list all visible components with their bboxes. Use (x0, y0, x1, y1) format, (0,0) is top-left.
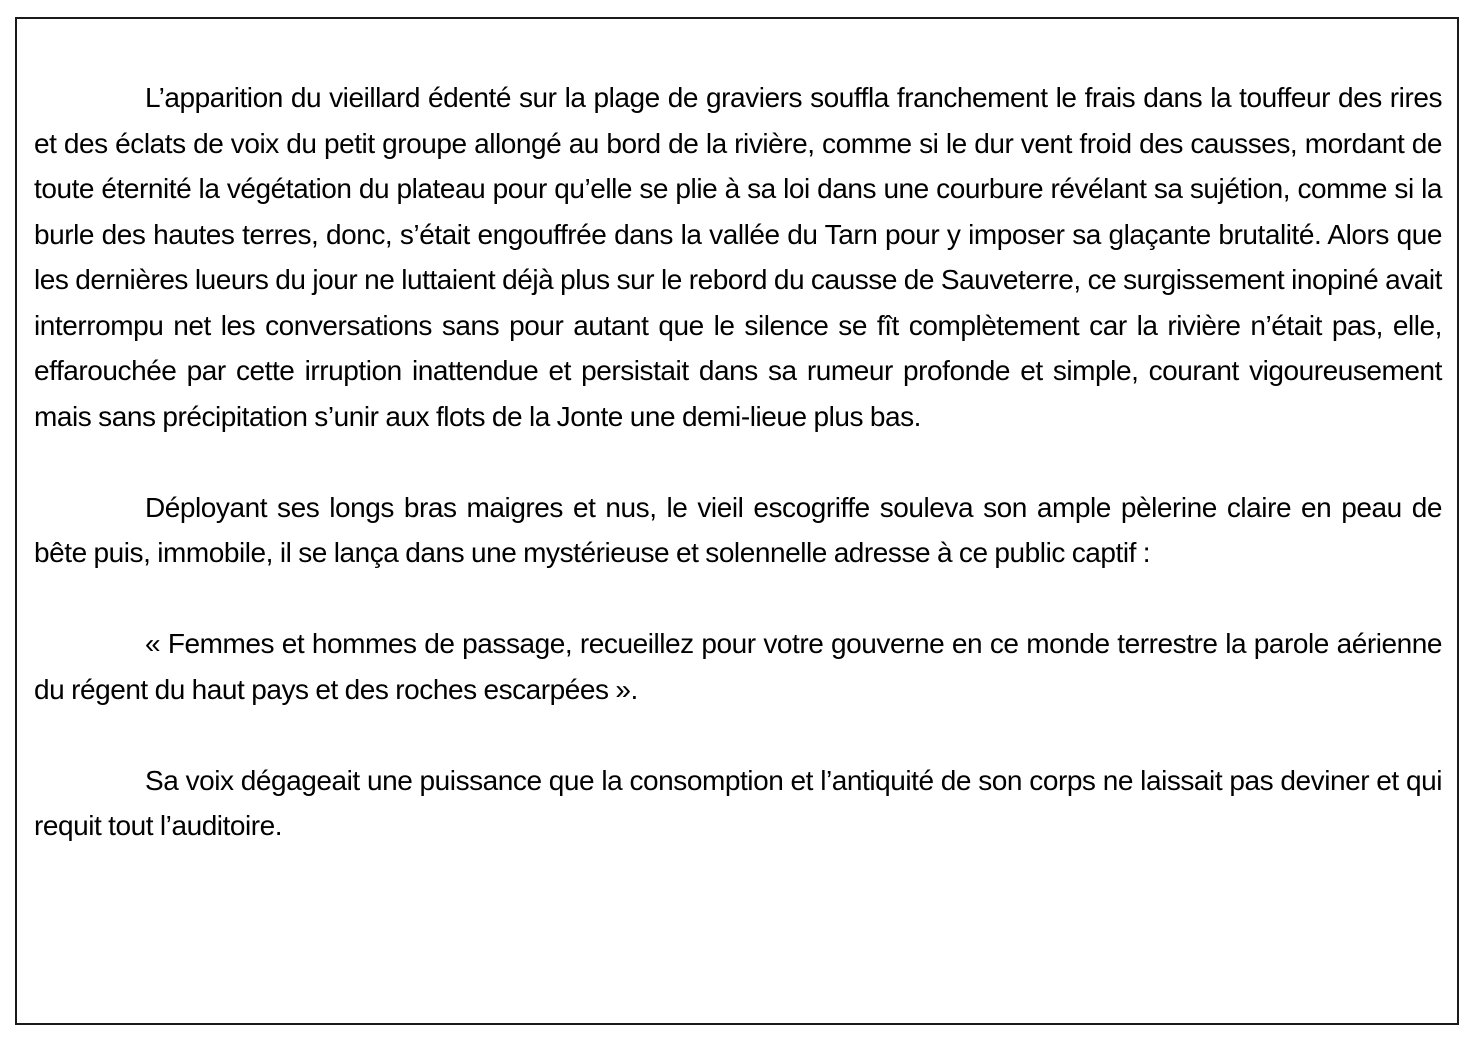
text-frame (15, 17, 1459, 1025)
paragraph-4: Sa voix dégageait une puissance que la consomption et l’antiquité de son corps ne laissait pas deviner et qui requit tout l’auditoire. (34, 764, 1442, 841)
paragraph-2: Déployant ses longs bras maigres et nus, le vieil escogriffe souleva son ample pèlerine claire en peau de bête puis, immobile, il se lança dans une mystérieuse et solennelle adresse à ce public captif : (34, 491, 1442, 568)
paragraph-1: L’apparition du vieillard édenté sur la plage de graviers souffla franchement le frais dans la touffeur des rires et des éclats de voix du petit groupe allongé au bord de la rivière, comme si le dur vent froid des causses, mordant de toute éternité la végétation du plateau pour qu’elle se plie à sa loi dans une courbure révélant sa sujétion, comme si la burle des hautes terres, donc, s’était engouffrée dans la vallée du Tarn pour y imposer sa glaçante brutalité. Alors que les dernières lueurs du jour ne luttaient déjà plus sur le rebord du causse de Sauveterre, ce surgissement inopiné avait interrompu net les conversations sans pour autant que le silence se fît complètement car la rivière n’était pas, elle, effarouchée par cette irruption inattendue et persistait dans sa rumeur profonde et simple, courant vigoureusement mais sans précipitation s’unir aux flots de la Jonte une demi-lieue plus bas. (34, 82, 1442, 432)
paragraph-3: « Femmes et hommes de passage, recueillez pour votre gouverne en ce monde terrestre la parole aérienne du régent du haut pays et des roches escarpées ». (34, 628, 1442, 705)
text-body (34, 75, 1442, 849)
